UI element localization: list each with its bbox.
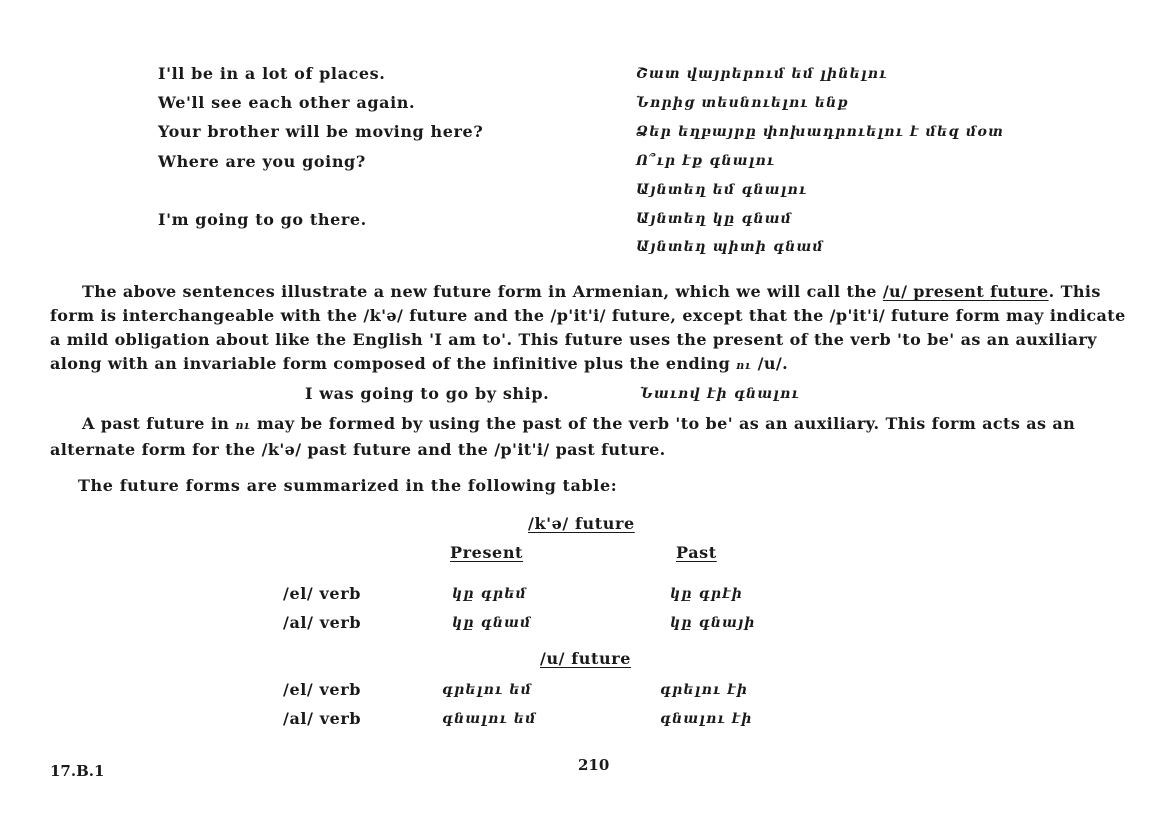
section-number: 17.B.1 — [50, 762, 105, 780]
column-header-present: Present — [450, 543, 524, 562]
example-english: I'm going to go there. — [158, 210, 367, 229]
table-intro: The future forms are summarized in the following table: — [78, 476, 618, 495]
example-armenian: Ո՞ւր էք գնալու — [636, 153, 776, 169]
table-heading-u-future: /u/ future — [540, 649, 632, 668]
paragraph-text: may be formed by using the past of the verb 'to be' as an auxiliary. This form acts as an alternate form for the /k'ə/ past future and the /p'it'i/ past future. — [50, 414, 1076, 459]
row-label: /el/ verb — [283, 680, 362, 699]
armenian-ending: ու — [235, 419, 251, 432]
table-cell-present: գրելու եմ — [442, 682, 533, 698]
example-armenian: Ձեր եղբայրը փոխադրուելու է մեզ մօտ — [636, 124, 1005, 140]
table-cell-past: կը գնայի — [670, 615, 756, 631]
row-label: /el/ verb — [283, 584, 362, 603]
table-cell-past: գրելու էի — [660, 682, 749, 698]
table-heading-ke-future: /k'ə/ future — [528, 514, 635, 533]
table-cell-past: գնալու էի — [660, 711, 753, 727]
example-english: Your brother will be moving here? — [158, 122, 484, 141]
armenian-ending: ու — [736, 359, 752, 372]
table-cell-past: կը գրէի — [670, 586, 744, 602]
paragraph-text: A past future in — [82, 414, 236, 433]
example-armenian: Այնտեղ կը գնամ — [636, 211, 793, 227]
term-u-present-future: /u/ present future — [882, 282, 1049, 301]
table-cell-present: գնալու եմ — [442, 711, 537, 727]
table-cell-present: կը գրեմ — [452, 586, 527, 602]
row-label: /al/ verb — [283, 709, 362, 728]
example-english: I'll be in a lot of places. — [158, 64, 386, 83]
paragraph-present-future — [50, 280, 1140, 378]
example-armenian: Այնտեղ եմ գնալու — [636, 182, 808, 198]
example-armenian: Այնտեղ պիտի գնամ — [636, 239, 824, 255]
ship-example-english: I was going to go by ship. — [305, 384, 550, 403]
example-english: Where are you going? — [158, 152, 366, 171]
example-english: We'll see each other again. — [158, 93, 416, 112]
page-number: 210 — [578, 756, 610, 774]
paragraph-text: /u/. — [751, 354, 789, 373]
table-cell-present: կը գնամ — [452, 615, 532, 631]
paragraph-text: . This form is interchangeable with the /k'ə/ future and the /p'it'i/ future, except that the /p'it'i/ future form may indicate a mild obligation about like the English 'I am to'. This future uses the present of the verb 'to be' as an auxiliary along with an invariable form composed of the infinitive plus the ending — [50, 282, 1126, 373]
paragraph-text: The above sentences illustrate a new future form in Armenian, which we will call the — [82, 282, 883, 301]
ship-example-armenian: Նաւով էի գնալու — [640, 386, 800, 402]
example-armenian: Շատ վայրերում եմ լինելու — [636, 66, 888, 82]
example-armenian: Նորից տեսնուելու ենք — [636, 95, 849, 111]
row-label: /al/ verb — [283, 613, 362, 632]
paragraph-past-future — [50, 412, 1140, 462]
column-header-past: Past — [676, 543, 717, 562]
